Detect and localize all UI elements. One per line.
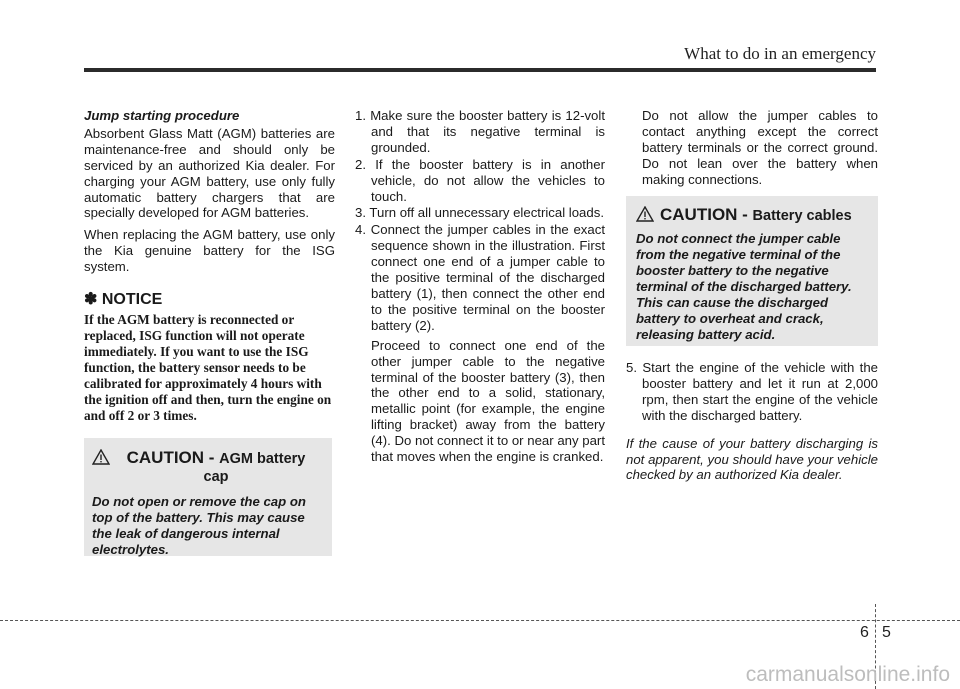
step-item: 1. Make sure the booster battery is 12-volt and that its negative terminal is grounded. [355, 108, 605, 155]
column-3 [626, 108, 878, 188]
warning-triangle-icon [636, 206, 654, 222]
caution-topic: AGM battery cap [203, 451, 306, 485]
subheading: Jump starting procedure [84, 108, 240, 123]
column-2 [355, 108, 605, 465]
caution-text: Do not open or remove the cap on top of the battery. This may cause the leak of dangerous internal electrolytes. [92, 494, 306, 557]
steps-list [626, 360, 878, 424]
step-item: 5. Start the engine of the vehicle with the booster battery and let it run at 2,000 rpm, then start the engine of the vehicle with the discharged battery. [626, 360, 878, 423]
steps-list [355, 108, 605, 334]
header-rule [84, 68, 876, 72]
caution-title [636, 205, 870, 225]
page-number: 5 [882, 624, 891, 641]
column-3-lower [626, 360, 878, 497]
step-item: 4. Connect the jumper cables in the exact sequence shown in the illustration. First connect one end of a jumper cable to the positive terminal of the discharged battery (1), then connect the other end to the positive terminal on the booster battery (2). [355, 222, 605, 333]
section-number: 6 [860, 624, 869, 641]
paragraph-replacing: When replacing the AGM battery, use only the Kia genuine battery for the ISG system. [84, 227, 335, 275]
caution-box-cables [626, 196, 878, 346]
notice-title: ✽ NOTICE [84, 291, 163, 309]
italic-note: If the cause of your battery discharging is not apparent, you should have your vehicle checked by an authorized Kia dealer. [626, 435, 878, 483]
step-item: 3. Turn off all unnecessary electrical loads. [355, 205, 604, 221]
caution-label: CAUTION - [126, 448, 220, 467]
column-1 [84, 108, 335, 424]
caution-text: Do not connect the jumper cable from the negative terminal of the booster battery to the negative terminal of the discharged battery. This can cause the discharged battery to overheat and crack, releasing battery acid. [636, 231, 852, 342]
step4-continuation: Proceed to connect one end of the other jumper cable to the negative terminal of the booster battery (3), then the other end to a solid, stationary, metallic point (for example, the engine lifting bracket) away from the battery (4). Do not connect it to or near any part that moves when the engine is cranked. [371, 337, 605, 465]
footer-rule [0, 620, 960, 621]
caution-title [92, 448, 326, 486]
step-item: 2. If the booster battery is in another vehicle, do not allow the vehicles to touch. [355, 156, 605, 204]
warning-triangle-icon [92, 449, 110, 465]
caution-box-agm [84, 438, 332, 556]
watermark: carmanualsonline.info [745, 663, 950, 686]
notice-text: If the AGM battery is reconnected or replaced, ISG function will not operate immediately. If you want to use the ISG function, the battery sensor needs to be calibrated for approximately 4 hours with the ignition off and then, turn the engine on and off 2 or 3 times. [84, 311, 332, 423]
caution-topic: Battery cables [752, 208, 852, 224]
paragraph-agm: Absorbent Glass Matt (AGM) batteries are maintenance-free and should only be serviced by an authorized Kia dealer. For charging your AGM battery, use only fully automatic battery chargers that are specially developed for AGM batteries. [84, 125, 335, 221]
running-header: What to do in an emergency [684, 44, 876, 63]
caution-label: CAUTION - [660, 205, 753, 224]
paragraph-jumper-contact: Do not allow the jumper cables to contact anything except the correct battery terminals or the correct ground. Do not lean over the battery when making connections. [642, 108, 878, 187]
